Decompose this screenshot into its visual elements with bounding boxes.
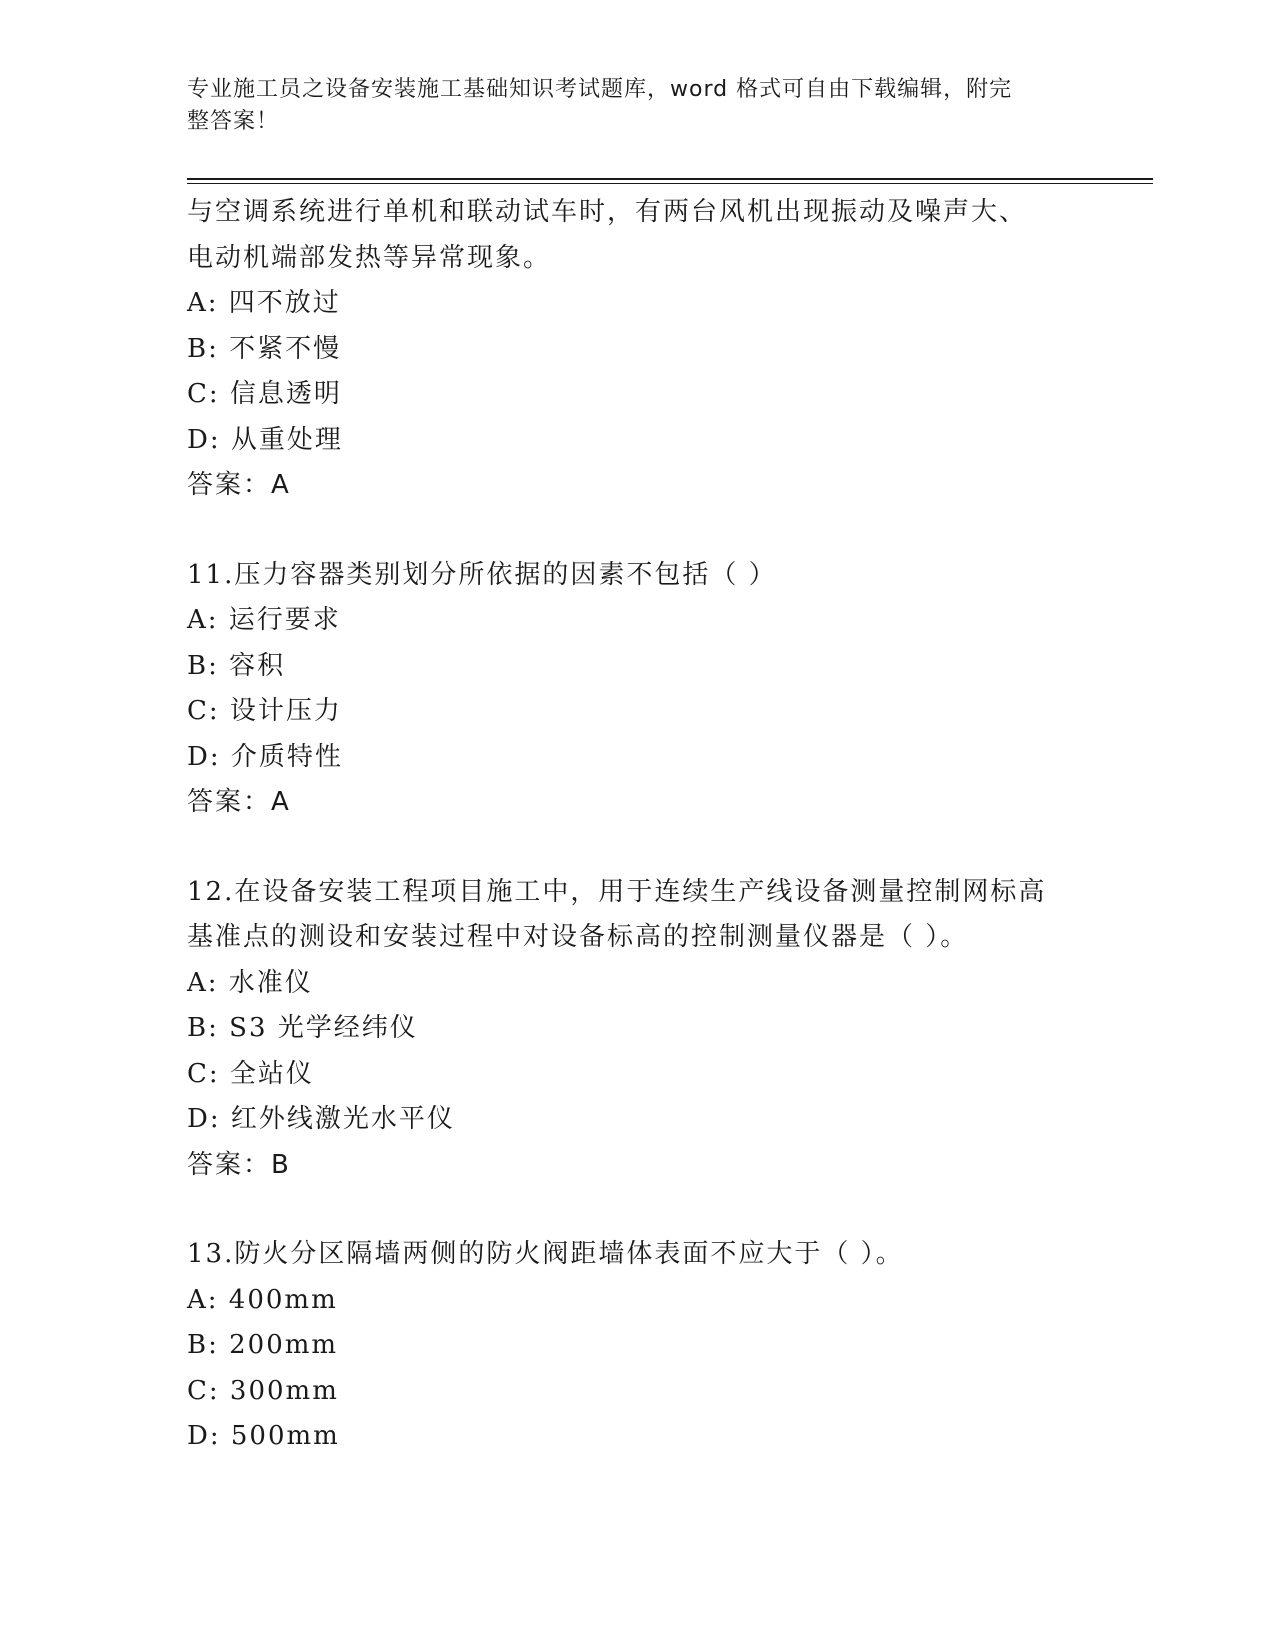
option-a: A: 运行要求: [187, 605, 341, 635]
question-11: [187, 553, 1087, 826]
option-d: D: 500mm: [187, 1421, 340, 1451]
option-c: C: 全站仪: [187, 1058, 314, 1089]
option-c: C: 信息透明: [187, 379, 342, 409]
answer-line: 答案：A: [187, 787, 291, 817]
question-stem-line: 与空调系统进行单机和联动试车时，有两台风机出现振动及噪声大、: [187, 197, 1028, 227]
question-12: [187, 870, 1087, 1189]
header-title-line-2: 整答案！: [187, 109, 280, 134]
question-stem-line: 11.压力容器类别划分所依据的因素不包括（ ）: [187, 559, 777, 590]
question-10: [187, 190, 1087, 509]
question-stem-line: 电动机端部发热等异常现象。: [187, 242, 552, 273]
answer-line: 答案：A: [187, 470, 291, 500]
option-d: D: 红外线激光水平仪: [187, 1104, 455, 1134]
header-divider-thick: [187, 178, 1153, 180]
option-b: B: 200mm: [187, 1330, 339, 1360]
option-a: A: 水准仪: [187, 967, 313, 998]
option-d: D: 介质特性: [187, 741, 343, 772]
question-13: [187, 1232, 1087, 1460]
question-stem-line: 12.在设备安装工程项目施工中，用于连续生产线设备测量控制网标高: [187, 876, 1047, 907]
header-divider-thin: [187, 183, 1153, 184]
option-b: B: 不紧不慢: [187, 333, 342, 364]
option-c: C: 设计压力: [187, 696, 342, 726]
option-a: A: 400mm: [187, 1284, 338, 1315]
document-header: [187, 74, 1067, 138]
question-stem-line: 基准点的测设和安装过程中对设备标高的控制测量仪器是（ ）。: [187, 922, 969, 952]
option-a: A: 四不放过: [187, 288, 341, 318]
question-spacer: [187, 826, 1087, 870]
question-stem-line: 13.防火分区隔墙两侧的防火阀距墙体表面不应大于（ ）。: [187, 1239, 904, 1269]
question-spacer: [187, 509, 1087, 553]
question-list: [187, 190, 1087, 1460]
answer-line: 答案：B: [187, 1149, 291, 1180]
option-b: B: S3 光学经纬仪: [187, 1013, 418, 1043]
header-title-line-1: 专业施工员之设备安装施工基础知识考试题库，word 格式可自由下载编辑，附完: [187, 77, 1013, 102]
option-c: C: 300mm: [187, 1375, 339, 1406]
question-spacer: [187, 1188, 1087, 1232]
option-d: D: 从重处理: [187, 424, 343, 455]
option-b: B: 容积: [187, 650, 286, 681]
